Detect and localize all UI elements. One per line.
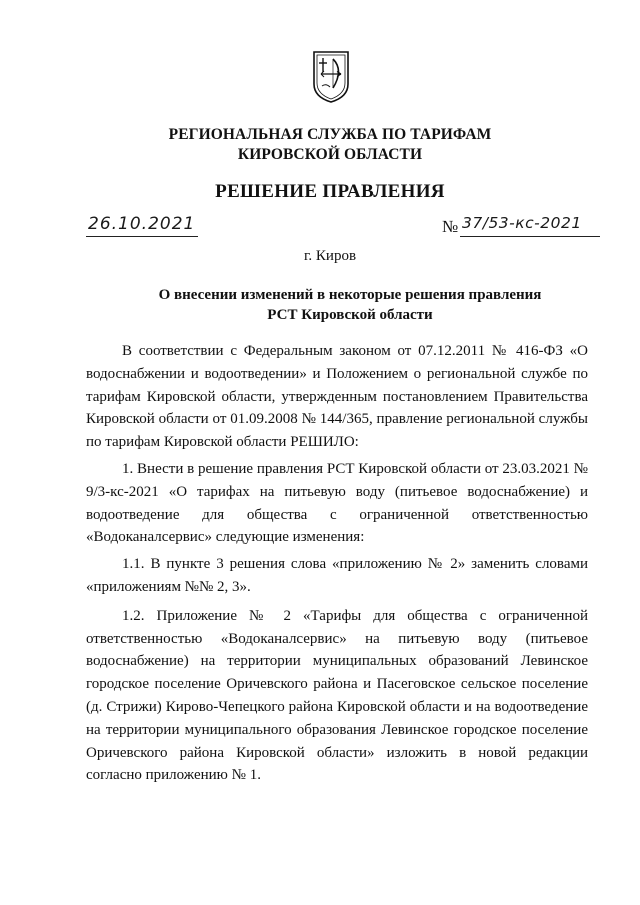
number-sign: № xyxy=(442,217,459,236)
document-number: 37/53-кс-2021 xyxy=(462,214,582,232)
subject-title-line1: О внесении изменений в некоторые решения правления xyxy=(158,287,542,303)
organization-name-line1: РЕГИОНАЛЬНАЯ СЛУЖБА ПО ТАРИФАМ xyxy=(168,126,492,143)
preamble-paragraph: В соответствии с Федеральным законом от 07.12.2011 № 416-ФЗ «О водоснабжении и водоотведении» и Положением о региональной службе по тарифам Кировской области, утвержденным постановлением Правительства Кировской области от 01.09.2008 № 144/365, правление региональной службы по тарифам Кировской области РЕШИЛО: xyxy=(86,343,588,451)
clause-1-1-paragraph: 1.1. В пункте 3 решения слова «приложению № 2» заменить словами «приложениям №№ 2, 3». xyxy=(86,556,588,595)
clause-1-2-paragraph: 1.2. Приложение № 2 «Тарифы для общества с ограниченной ответственностью «Водоканалсервис» на питьевую воду (питьевое водоснабжение) на территории муниципальных образований Левинское городское поселение Оричевского района и Пасеговское сельское поселение (д. Стрижи) Кирово-Чепецкого района Кировской области и на водоотведение на территории муниципального образования Левинское городское поселение Оричевского района Кировской области» изложить в новой редакции согласно приложению № 1. xyxy=(86,607,588,784)
organization-name-line2: КИРОВСКОЙ ОБЛАСТИ xyxy=(237,146,423,163)
city-name: г. Киров xyxy=(303,248,357,264)
clause-1-paragraph: 1. Внести в решение правления РСТ Кировской области от 23.03.2021 № 9/3-кс-2021 «О тарифах на питьевую воду (питьевое водоснабжение) и водоотведение для общества с ограниченной ответственностью «Водоканалсервис» следующие изменения: xyxy=(86,460,588,546)
date-underline xyxy=(86,236,198,237)
coat-of-arms-emblem xyxy=(311,50,351,104)
subject-title-line2: РСТ Кировской области xyxy=(267,307,433,323)
document-date: 26.10.2021 xyxy=(88,214,196,234)
document-type-title: РЕШЕНИЕ ПРАВЛЕНИЯ xyxy=(215,181,445,202)
number-underline xyxy=(460,236,600,237)
document-body xyxy=(86,340,588,787)
